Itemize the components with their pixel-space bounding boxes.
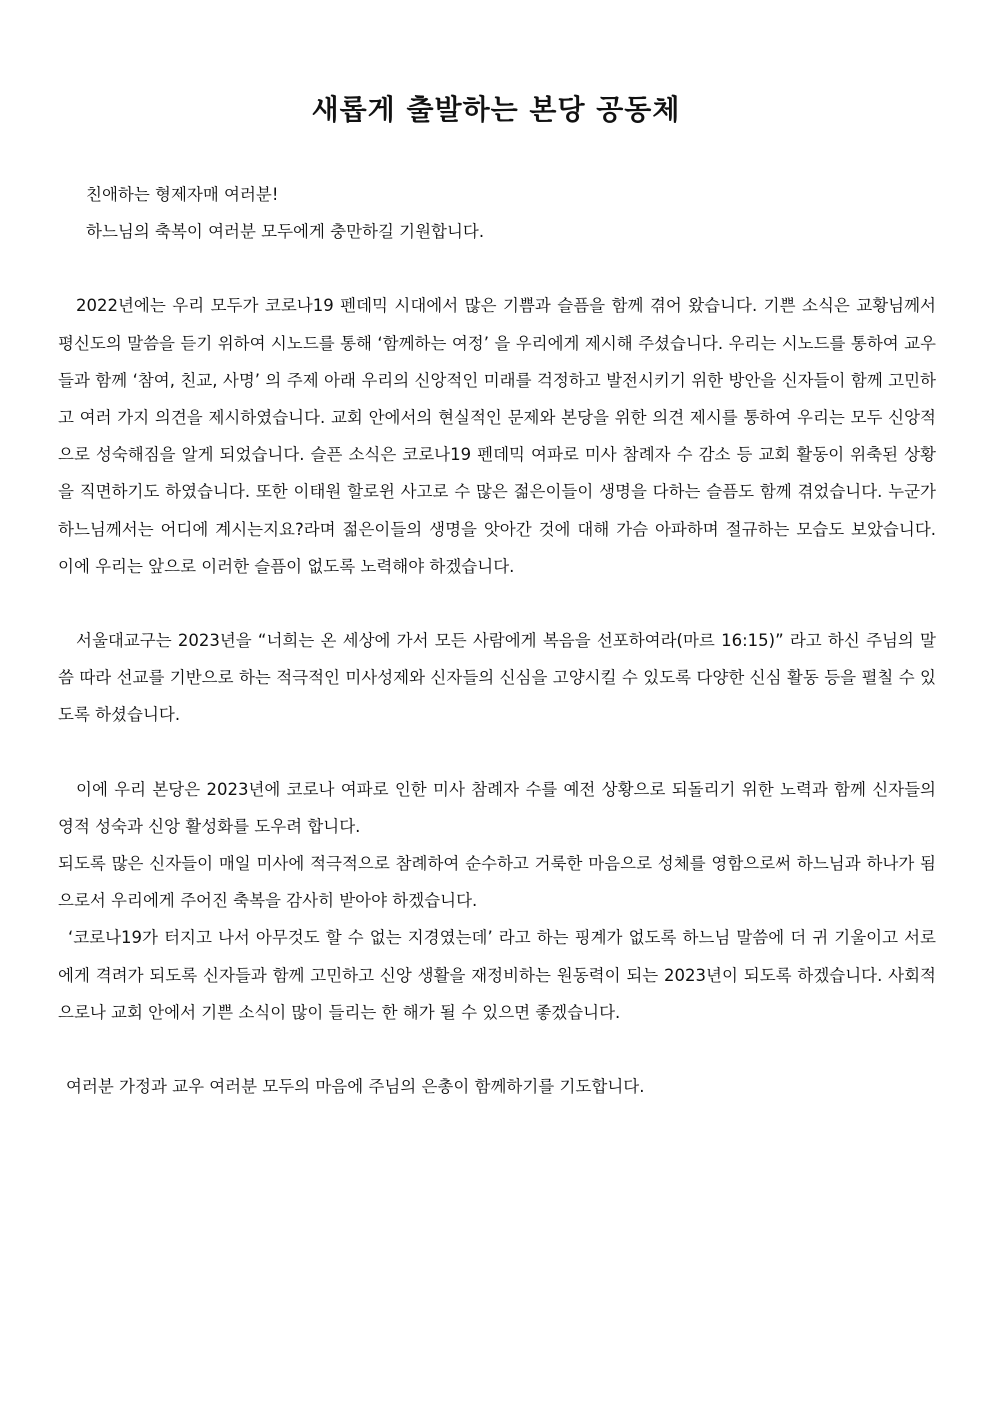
spacer xyxy=(58,585,936,622)
paragraph-archdiocese-2023: 서울대교구는 2023년을 “너희는 온 세상에 가서 모든 사람에게 복음을 선포하여라(마르 16:15)” 라고 하신 주님의 말씀 따라 선교를 기반으로 하는 적극적인 미사성제와 신자들의 신심을 고양시킬 수 있도록 다양한 신심 활동 등을 펼칠 수 있도록 하셨습니다. xyxy=(58,631,936,725)
closing-prayer: 여러분 가정과 교우 여러분 모두의 마음에 주님의 은총이 함께하기를 기도합니다. xyxy=(66,1077,645,1097)
paragraph-2023-resolve: ‘코로나19가 터지고 나서 아무것도 할 수 없는 지경였는데’ 라고 하는 핑계가 없도록 하느님 말씀에 더 귀 기울이고 서로에게 격려가 되도록 신자들과 함께 고민하고 신앙 생활을 재정비하는 원동력이 되는 2023년이 되도록 하겠습니다. 사회적으로나 교회 안에서 기쁜 소식이 많이 들리는 한 해가 될 수 있으면 좋겠습니다. xyxy=(58,928,936,1022)
letter-body xyxy=(58,176,936,1105)
spacer xyxy=(58,734,936,771)
greeting-line: 친애하는 형제자매 여러분! xyxy=(86,185,279,204)
page-title: 새롭게 출발하는 본당 공동체 xyxy=(311,93,681,126)
paragraph-daily-mass: 되도록 많은 신자들이 매일 미사에 적극적으로 참례하여 순수하고 거룩한 마음으로 성체를 영함으로써 하느님과 하나가 됨으로서 우리에게 주어진 축복을 감사히 받아야 하겠습니다. xyxy=(58,854,936,911)
paragraph-2022-review: 2022년에는 우리 모두가 코로나19 펜데믹 시대에서 많은 기쁨과 슬픔을 함께 겪어 왔습니다. 기쁜 소식은 교황님께서 평신도의 말씀을 듣기 위하여 시노드를 통해 ‘함께하는 여정’ 을 우리에게 제시해 주셨습니다. 우리는 시노드를 통하여 교우들과 함께 ‘참여, 친교, 사명’ 의 주제 아래 우리의 신앙적인 미래를 걱정하고 발전시키기 위한 방안을 신자들이 함께 고민하고 여러 가지 의견을 제시하였습니다. 교회 안에서의 현실적인 문제와 본당을 위한 의견 제시를 통하여 우리는 모두 신앙적으로 성숙해짐을 알게 되었습니다. 슬픈 소식은 코로나19 펜데믹 여파로 미사 참례자 수 감소 등 교회 활동이 위축된 상황을 직면하기도 하였습니다. 또한 이태원 할로윈 사고로 수 많은 젊은이들이 생명을 다하는 슬픔도 함께 겪었습니다. 누군가 하느님께서는 어디에 계시는지요?라며 젊은이들의 생명을 앗아간 것에 대해 가슴 아파하며 절규하는 모습도 보았습니다. 이에 우리는 앞으로 이러한 슬픔이 없도록 노력해야 하겠습니다. xyxy=(58,296,936,576)
spacer xyxy=(58,1031,936,1068)
paragraph-parish-plan: 이에 우리 본당은 2023년에 코로나 여파로 인한 미사 참례자 수를 예전 상황으로 되돌리기 위한 노력과 함께 신자들의 영적 성숙과 신앙 활성화를 도우려 합니다. xyxy=(58,779,936,836)
blessing-line: 하느님의 축복이 여러분 모두에게 충만하길 기원합니다. xyxy=(86,222,485,242)
spacer xyxy=(58,250,936,287)
